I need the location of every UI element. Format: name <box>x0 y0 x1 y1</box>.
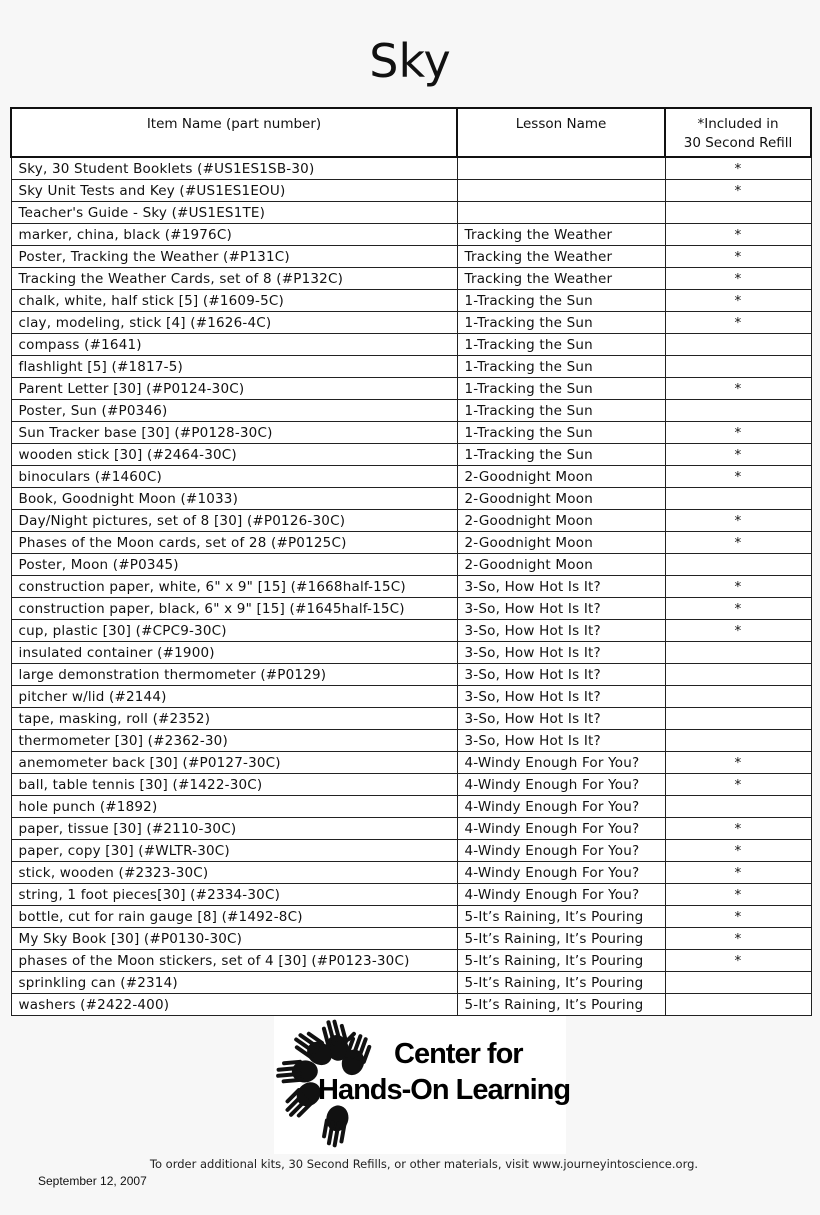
item-name-cell: compass (#1641) <box>11 334 457 356</box>
lesson-name-cell: 1-Tracking the Sun <box>457 356 665 378</box>
lesson-name-cell <box>457 180 665 202</box>
lesson-name-cell: 5-It’s Raining, It’s Pouring <box>457 972 665 994</box>
table-row <box>11 686 811 708</box>
refill-marker-cell <box>665 488 811 510</box>
refill-marker-cell: * <box>665 290 811 312</box>
refill-marker-cell: * <box>665 576 811 598</box>
table-row <box>11 444 811 466</box>
lesson-name-cell: 1-Tracking the Sun <box>457 290 665 312</box>
refill-marker-cell <box>665 972 811 994</box>
table-row <box>11 400 811 422</box>
lesson-name-cell: 5-It’s Raining, It’s Pouring <box>457 928 665 950</box>
item-name-cell: ball, table tennis [30] (#1422-30C) <box>11 774 457 796</box>
table-row <box>11 422 811 444</box>
lesson-name-cell <box>457 157 665 180</box>
refill-marker-cell: * <box>665 180 811 202</box>
refill-marker-cell <box>665 642 811 664</box>
table-row <box>11 224 811 246</box>
item-name-cell: chalk, white, half stick [5] (#1609-5C) <box>11 290 457 312</box>
item-name-cell: Poster, Sun (#P0346) <box>11 400 457 422</box>
item-name-cell: large demonstration thermometer (#P0129) <box>11 664 457 686</box>
table-row <box>11 752 811 774</box>
lesson-name-cell: 3-So, How Hot Is It? <box>457 730 665 752</box>
lesson-name-cell: 4-Windy Enough For You? <box>457 818 665 840</box>
item-name-cell: washers (#2422-400) <box>11 994 457 1016</box>
item-name-cell: paper, tissue [30] (#2110-30C) <box>11 818 457 840</box>
lesson-name-cell: 2-Goodnight Moon <box>457 554 665 576</box>
kit-materials-table-container <box>10 107 810 1016</box>
header-row <box>11 108 811 157</box>
logo-line-1: Center for <box>394 1038 523 1070</box>
logo-line-2: Hands-On Learning <box>318 1074 571 1106</box>
item-name-cell: wooden stick [30] (#2464-30C) <box>11 444 457 466</box>
refill-marker-cell <box>665 730 811 752</box>
table-row <box>11 818 811 840</box>
refill-marker-cell: * <box>665 378 811 400</box>
header-refill <box>665 108 811 157</box>
document-date: September 12, 2007 <box>38 1174 147 1188</box>
item-name-cell: pitcher w/lid (#2144) <box>11 686 457 708</box>
lesson-name-cell: 3-So, How Hot Is It? <box>457 708 665 730</box>
lesson-name-cell: Tracking the Weather <box>457 246 665 268</box>
item-name-cell: Teacher's Guide - Sky (#US1ES1TE) <box>11 202 457 224</box>
table-body <box>11 157 811 1016</box>
item-name-cell: clay, modeling, stick [4] (#1626-4C) <box>11 312 457 334</box>
lesson-name-cell: 1-Tracking the Sun <box>457 334 665 356</box>
refill-marker-cell: * <box>665 862 811 884</box>
table-row <box>11 972 811 994</box>
refill-marker-cell: * <box>665 510 811 532</box>
table-row <box>11 774 811 796</box>
lesson-name-cell: 4-Windy Enough For You? <box>457 840 665 862</box>
item-name-cell: tape, masking, roll (#2352) <box>11 708 457 730</box>
lesson-name-cell: 5-It’s Raining, It’s Pouring <box>457 950 665 972</box>
center-for-hands-on-learning-logo <box>274 1016 571 1154</box>
table-row <box>11 664 811 686</box>
refill-marker-cell: * <box>665 532 811 554</box>
table-row <box>11 532 811 554</box>
refill-marker-cell <box>665 554 811 576</box>
item-name-cell: thermometer [30] (#2362-30) <box>11 730 457 752</box>
table-row <box>11 730 811 752</box>
table-row <box>11 510 811 532</box>
table-row <box>11 488 811 510</box>
refill-marker-cell: * <box>665 444 811 466</box>
header-lesson-name: Lesson Name <box>457 108 665 157</box>
table-row <box>11 378 811 400</box>
item-name-cell: cup, plastic [30] (#CPC9-30C) <box>11 620 457 642</box>
refill-marker-cell: * <box>665 598 811 620</box>
table-row <box>11 840 811 862</box>
kit-materials-table <box>10 107 812 1016</box>
item-name-cell: Phases of the Moon cards, set of 28 (#P0125C) <box>11 532 457 554</box>
lesson-name-cell: 1-Tracking the Sun <box>457 422 665 444</box>
refill-marker-cell <box>665 400 811 422</box>
refill-marker-cell: * <box>665 928 811 950</box>
refill-marker-cell <box>665 356 811 378</box>
refill-marker-cell: * <box>665 906 811 928</box>
item-name-cell: string, 1 foot pieces[30] (#2334-30C) <box>11 884 457 906</box>
item-name-cell: Tracking the Weather Cards, set of 8 (#P132C) <box>11 268 457 290</box>
table-row <box>11 642 811 664</box>
table-row <box>11 598 811 620</box>
refill-marker-cell: * <box>665 818 811 840</box>
lesson-name-cell: 3-So, How Hot Is It? <box>457 686 665 708</box>
lesson-name-cell <box>457 202 665 224</box>
refill-marker-cell <box>665 994 811 1016</box>
table-row <box>11 312 811 334</box>
lesson-name-cell: 4-Windy Enough For You? <box>457 884 665 906</box>
refill-marker-cell <box>665 796 811 818</box>
item-name-cell: marker, china, black (#1976C) <box>11 224 457 246</box>
table-row <box>11 466 811 488</box>
refill-marker-cell: * <box>665 884 811 906</box>
item-name-cell: Book, Goodnight Moon (#1033) <box>11 488 457 510</box>
table-row <box>11 928 811 950</box>
item-name-cell: flashlight [5] (#1817-5) <box>11 356 457 378</box>
refill-marker-cell: * <box>665 466 811 488</box>
lesson-name-cell: 1-Tracking the Sun <box>457 378 665 400</box>
table-row <box>11 268 811 290</box>
table-row <box>11 906 811 928</box>
lesson-name-cell: 4-Windy Enough For You? <box>457 796 665 818</box>
lesson-name-cell: 3-So, How Hot Is It? <box>457 598 665 620</box>
ordering-note: To order additional kits, 30 Second Refills, or other materials, visit www.journeyintoscience.org. <box>149 1157 699 1171</box>
table-row <box>11 620 811 642</box>
refill-marker-cell: * <box>665 950 811 972</box>
table-row <box>11 290 811 312</box>
item-name-cell: construction paper, white, 6" x 9" [15] (#1668half-15C) <box>11 576 457 598</box>
table-row <box>11 202 811 224</box>
lesson-name-cell: 4-Windy Enough For You? <box>457 862 665 884</box>
table-row <box>11 157 811 180</box>
refill-marker-cell: * <box>665 774 811 796</box>
item-name-cell: phases of the Moon stickers, set of 4 [30] (#P0123-30C) <box>11 950 457 972</box>
header-refill-line1: *Included in <box>697 116 779 132</box>
refill-marker-cell <box>665 708 811 730</box>
item-name-cell: binoculars (#1460C) <box>11 466 457 488</box>
refill-marker-cell <box>665 334 811 356</box>
table-row <box>11 950 811 972</box>
refill-marker-cell: * <box>665 422 811 444</box>
table-row <box>11 994 811 1016</box>
item-name-cell: Poster, Moon (#P0345) <box>11 554 457 576</box>
lesson-name-cell: 3-So, How Hot Is It? <box>457 620 665 642</box>
refill-marker-cell: * <box>665 246 811 268</box>
item-name-cell: stick, wooden (#2323-30C) <box>11 862 457 884</box>
lesson-name-cell: 1-Tracking the Sun <box>457 444 665 466</box>
lesson-name-cell: 5-It’s Raining, It’s Pouring <box>457 906 665 928</box>
refill-marker-cell: * <box>665 312 811 334</box>
refill-marker-cell: * <box>665 840 811 862</box>
item-name-cell: Sun Tracker base [30] (#P0128-30C) <box>11 422 457 444</box>
lesson-name-cell: 1-Tracking the Sun <box>457 312 665 334</box>
lesson-name-cell: 1-Tracking the Sun <box>457 400 665 422</box>
table-row <box>11 334 811 356</box>
table-row <box>11 862 811 884</box>
refill-marker-cell <box>665 202 811 224</box>
lesson-name-cell: 2-Goodnight Moon <box>457 488 665 510</box>
refill-marker-cell: * <box>665 620 811 642</box>
refill-marker-cell: * <box>665 268 811 290</box>
item-name-cell: hole punch (#1892) <box>11 796 457 818</box>
refill-marker-cell: * <box>665 752 811 774</box>
lesson-name-cell: 2-Goodnight Moon <box>457 466 665 488</box>
lesson-name-cell: 3-So, How Hot Is It? <box>457 642 665 664</box>
lesson-name-cell: 3-So, How Hot Is It? <box>457 664 665 686</box>
lesson-name-cell: Tracking the Weather <box>457 268 665 290</box>
item-name-cell: Day/Night pictures, set of 8 [30] (#P0126-30C) <box>11 510 457 532</box>
header-item-name: Item Name (part number) <box>11 108 457 157</box>
lesson-name-cell: Tracking the Weather <box>457 224 665 246</box>
item-name-cell: Sky Unit Tests and Key (#US1ES1EOU) <box>11 180 457 202</box>
table-row <box>11 884 811 906</box>
header-refill-line2: 30 Second Refill <box>683 135 793 151</box>
item-name-cell: insulated container (#1900) <box>11 642 457 664</box>
lesson-name-cell: 4-Windy Enough For You? <box>457 774 665 796</box>
refill-marker-cell <box>665 664 811 686</box>
lesson-name-cell: 4-Windy Enough For You? <box>457 752 665 774</box>
table-row <box>11 356 811 378</box>
item-name-cell: construction paper, black, 6" x 9" [15] (#1645half-15C) <box>11 598 457 620</box>
lesson-name-cell: 2-Goodnight Moon <box>457 510 665 532</box>
refill-marker-cell: * <box>665 224 811 246</box>
lesson-name-cell: 2-Goodnight Moon <box>457 532 665 554</box>
refill-marker-cell: * <box>665 157 811 180</box>
page-title: Sky <box>369 34 451 88</box>
item-name-cell: anemometer back [30] (#P0127-30C) <box>11 752 457 774</box>
table-row <box>11 554 811 576</box>
table-row <box>11 246 811 268</box>
table-row <box>11 796 811 818</box>
lesson-name-cell: 3-So, How Hot Is It? <box>457 576 665 598</box>
refill-marker-cell <box>665 686 811 708</box>
item-name-cell: Sky, 30 Student Booklets (#US1ES1SB-30) <box>11 157 457 180</box>
item-name-cell: My Sky Book [30] (#P0130-30C) <box>11 928 457 950</box>
item-name-cell: bottle, cut for rain gauge [8] (#1492-8C) <box>11 906 457 928</box>
item-name-cell: sprinkling can (#2314) <box>11 972 457 994</box>
table-row <box>11 708 811 730</box>
table-row <box>11 576 811 598</box>
table-row <box>11 180 811 202</box>
item-name-cell: paper, copy [30] (#WLTR-30C) <box>11 840 457 862</box>
item-name-cell: Poster, Tracking the Weather (#P131C) <box>11 246 457 268</box>
item-name-cell: Parent Letter [30] (#P0124-30C) <box>11 378 457 400</box>
lesson-name-cell: 5-It’s Raining, It’s Pouring <box>457 994 665 1016</box>
